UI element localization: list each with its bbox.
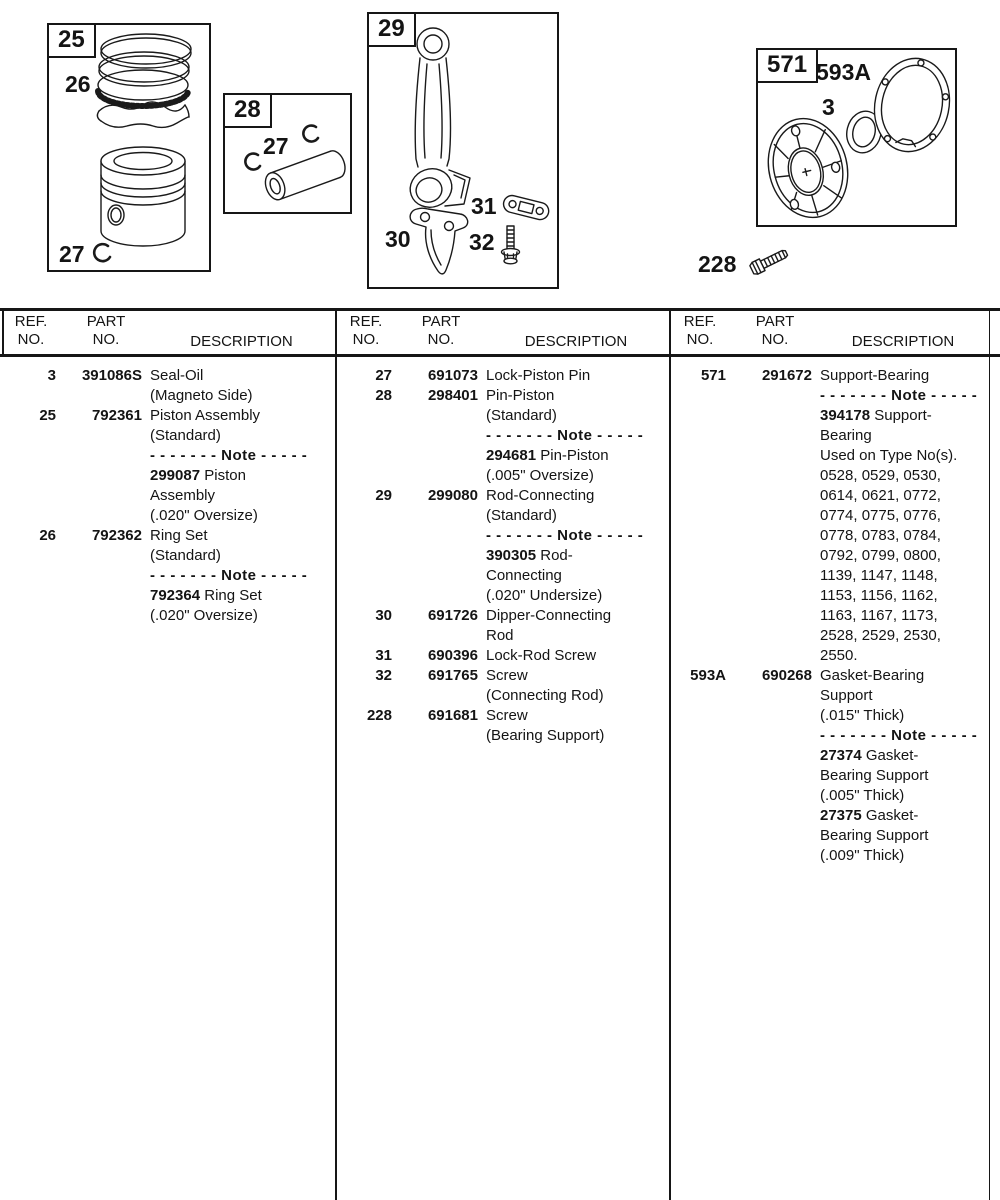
description [486,646,669,666]
description-line: (Standard) [486,507,557,524]
description-line: (.020" Oversize) [150,607,258,624]
description [486,486,669,606]
rod-lock-plate-icon [502,194,551,222]
ref-no: 30 [375,607,392,624]
description-line: Ring Set [150,527,208,544]
part-no-header: PART NO. [755,313,795,348]
description-line: 2550. [820,647,858,664]
note-divider: - - - - - - - Note - - - - - [150,447,308,464]
table-header-rule [0,354,1000,357]
ref-no-header: REF. NO. [14,313,48,348]
description-line: Dipper-Connecting [486,607,612,624]
description-header: DESCRIPTION [524,333,628,350]
callout-26: 26 [65,71,91,97]
ref-no-header: REF. NO. [683,313,717,348]
description-line: 0778, 0783, 0784, [820,527,941,544]
description-line: 0774, 0775, 0776, [820,507,941,524]
ref-no: 228 [366,707,392,724]
description [486,366,669,386]
rod-figure-box [367,12,559,289]
description-line: (.020" Oversize) [150,507,258,524]
description [150,526,333,626]
description-line: Gasket-Bearing [820,667,925,684]
part-no: 792362 [91,527,142,544]
description-header: DESCRIPTION [190,333,293,350]
pin-figure-box [223,93,352,214]
rod-screw-icon [502,226,520,264]
description-line: 27374 Gasket- [820,747,919,764]
description-line: Connecting [486,567,562,584]
figure-tag-28: 28 [223,93,272,128]
description-line: Bearing [820,427,872,444]
callout-31: 31 [471,193,497,219]
part-no-header: PART NO. [86,313,126,348]
description-line: Piston Assembly [150,407,261,424]
table-header-right [671,313,987,351]
description-line: 0528, 0529, 0530, [820,467,941,484]
description-line: 1153, 1156, 1162, [820,587,938,604]
connecting-rod-icon [405,28,470,213]
dipper-icon [410,208,468,274]
ref-no: 3 [47,367,56,384]
table-row [336,606,669,646]
description-line: (Standard) [150,547,221,564]
note-divider: - - - - - - - Note - - - - - [820,387,978,404]
bearing-figure-box [756,48,957,227]
part-no: 298401 [427,387,478,404]
table-row [670,366,1000,666]
part-no: 690396 [427,647,478,664]
part-no: 690268 [761,667,812,684]
note-divider: - - - - - - - Note - - - - - [486,427,644,444]
table-row [336,486,669,606]
table-row [0,366,333,406]
ref-no: 29 [375,487,392,504]
table-header-left [2,313,333,351]
description-line: Screw [486,667,528,684]
table-row [336,646,669,666]
callout-228: 228 [698,251,737,277]
pin-lock-icon [245,154,260,170]
part-no: 691765 [427,667,478,684]
bearing-support-icon [758,110,858,225]
description [486,706,669,746]
description [150,406,333,526]
description [486,666,669,706]
figure-tag-571: 571 [756,48,818,83]
description-line: (.009" Thick) [820,847,905,864]
description-line: (Bearing Support) [486,727,605,744]
description-line: Seal-Oil [150,367,204,384]
ref-no: 25 [39,407,56,424]
description [486,606,669,646]
description-line: 27375 Gasket- [820,807,919,824]
description-line: Used on Type No(s). [820,447,958,464]
part-no-header: PART NO. [421,313,461,348]
description-line: 1139, 1147, 1148, [820,567,938,584]
description-header: DESCRIPTION [851,333,955,350]
part-no: 691073 [427,367,478,384]
figure-tag-29: 29 [367,12,416,47]
description-line: Rod [486,627,514,644]
note-divider: - - - - - - - Note - - - - - [150,567,308,584]
bearing-support-screw-icon [746,243,796,279]
description-line: 2528, 2529, 2530, [820,627,941,644]
description-line: (.020" Undersize) [486,587,603,604]
table-row [336,706,669,746]
description-line: Pin-Piston [486,387,555,404]
piston-assembly-illustration [49,25,209,270]
description-line: (.015" Thick) [820,707,905,724]
ref-no: 27 [375,367,392,384]
callout-593A: 593A [816,59,871,85]
description-line: 1163, 1167, 1173, [820,607,938,624]
piston-pin-lock-icon [94,244,110,261]
part-no: 691726 [427,607,478,624]
description-line: Support-Bearing [820,367,930,384]
description-line: (.005" Oversize) [486,467,594,484]
table-top-rule [0,308,1000,311]
parts-column-middle [336,366,669,746]
ref-no-header: REF. NO. [349,313,383,348]
part-no: 391086S [81,367,142,384]
note-divider: - - - - - - - Note - - - - - [486,527,644,544]
table-row [0,406,333,526]
description-line: 0614, 0621, 0772, [820,487,941,504]
description [150,366,333,406]
description-line: Bearing Support [820,827,929,844]
note-divider: - - - - - - - Note - - - - - [820,727,978,744]
figure-tag-25: 25 [47,23,96,58]
description-line: (Connecting Rod) [486,687,604,704]
description-line: 792364 Ring Set [150,587,262,604]
description-line: (Standard) [150,427,221,444]
ref-no: 571 [700,367,726,384]
description-line: (Magneto Side) [150,387,253,404]
callout-30: 30 [385,226,411,252]
ref-no: 26 [39,527,56,544]
description-line: Bearing Support [820,767,929,784]
description [820,666,1000,866]
pin-lock-icon [303,126,318,142]
description-line: Rod-Connecting [486,487,595,504]
piston-icon [101,147,185,246]
table-row [336,666,669,706]
description-line: 299087 Piston [150,467,246,484]
callout-32: 32 [469,229,495,255]
part-no: 691681 [427,707,478,724]
part-no: 299080 [427,487,478,504]
description-line: Lock-Rod Screw [486,647,597,664]
piston-ring-set-icon [97,34,191,127]
callout-3: 3 [822,94,835,120]
table-row [336,386,669,486]
table-row [336,366,669,386]
ref-no: 593A [690,667,726,684]
description-line: (Standard) [486,407,557,424]
table-row [670,666,1000,866]
table-row [0,526,333,626]
description-line: Screw [486,707,528,724]
table-header-middle [337,313,667,351]
description [486,386,669,486]
description-line: 294681 Pin-Piston [486,447,609,464]
ref-no: 28 [375,387,392,404]
ref-no: 32 [375,667,392,684]
description-line: Assembly [150,487,216,504]
description-line: 0792, 0799, 0800, [820,547,941,564]
piston-figure-box [47,23,211,272]
part-no: 792361 [91,407,142,424]
description-line: (.005" Thick) [820,787,905,804]
parts-column-right [670,366,1000,866]
bearing-gasket-icon [866,51,955,158]
callout-27: 27 [263,133,289,159]
description-line: Support [820,687,873,704]
parts-column-left [0,366,333,626]
description-line: 394178 Support- [820,407,932,424]
description [820,366,1000,666]
ref-no: 31 [375,647,392,664]
description-line: Lock-Piston Pin [486,367,591,384]
description-line: 390305 Rod- [486,547,573,564]
part-no: 291672 [761,367,812,384]
callout-27: 27 [59,241,85,267]
